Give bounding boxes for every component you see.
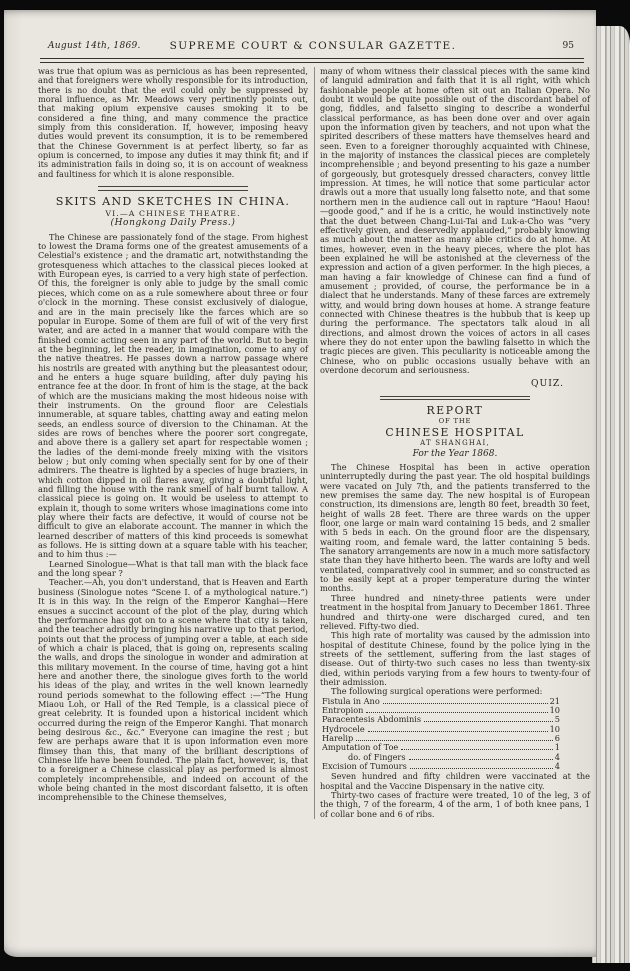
operation-name: Entropion	[321, 704, 364, 715]
page-header	[44, 40, 582, 55]
operation-name: do. of Fingers	[347, 751, 406, 762]
article-source: (Hongkong Daily Press.)	[110, 218, 236, 229]
right-column	[320, 67, 590, 819]
issue-date: August 14th, 1869.	[48, 41, 141, 51]
report-title: REPORT	[426, 404, 484, 418]
report-title-year: For the Year 1868.	[412, 448, 498, 459]
dot-leader	[401, 749, 553, 750]
newspaper-page	[4, 10, 596, 957]
masthead-title: SUPREME COURT & CONSULAR GAZETTE.	[169, 40, 457, 52]
operation-name: Harelip	[321, 732, 354, 743]
left-column	[38, 67, 308, 819]
operations-intro: The following surgical operations were performed:	[330, 686, 543, 697]
article-paragraph: The Chinese are passionately fond of the stage. From highest to lowest the Drama forms one of the greatest amusements of a Celestial's existence ; and the dramatic art, notwithstanding the grotesqueness which attaches to the classical pieces looked at with European eyes, is carried to a very high state of perfection. Of this, the foreigner is only able to judge by the small comic pieces, which come on as a rule somewhere about three or four o'clock in the morning. These consist exclusively of dialogue, and are in the main precisely like the farces which are so popular in Europe. Some of them are full of wit of the very first water, and are acted in a manner that would compare with the finished comic acting seen in any part of the world. But to begin at the beginning, let the reader, in imagination, come to any of the native theatres. He passes down a narrow passage where his nostrils are greated with anything but the pleasantest odour, and he enters a huge square building, after duly paying his entrance fee at the door. In front of him is the stage, at the back of which are the musicians making the most hideous noise with their instruments. On the ground floor are Celestials innumerable, at square tables, chatting away and eating melon seeds, an endless source of diversion to the Chinaman. At the sides are rows of benches where the poorer sort congregate, and above there is a gallery set apart for respectable women ; the ladies of the demi-monde freely mixing with the visitors below ; but only coming when specially sent for by one of their admirers. The theatre is lighted by a species of huge braziers, in which cotton dipped in oil flares away, giving a doubtful light, and filling the house with the rank smell of half burnt tallow. A classical piece is going on. It would be useless to attempt to explain it, though to some writers whose imaginations come into play where their facts are defective, it would of course not be difficult to give an elaborate account. The manner in which the learned describer of matters of this kind proceeds is somewhat as follows. He is sitting down at a square table with his teacher, and to him thus :—	[38, 231, 308, 560]
report-title-location: AT SHANGHAI,	[420, 438, 490, 447]
operation-count: 10	[549, 704, 560, 715]
operation-name: Hydrocele	[321, 723, 365, 734]
report-heading	[320, 406, 590, 459]
table-row	[322, 725, 560, 734]
opium-paragraph: was true that opium was as pernicious as has been represented, and that foreigners were wholly responsible for its introduction, there is no doubt that the evil could only be suppressed by moral influence, as Mr. Meadows very pertinently points out, that making opium expensive causes smoking it to be considered a fine thing, and many commence the practice simply from this consideration. If, however, imposing heavy duties would prevent its consumption, it is to be remembered that the Chinese Government is at perfect liberty, so far as opium is concerned, to impose any duties it may think fit; and if its administration fails in doing so, it is on account of weakness and faultiness for which it is alone responsible.	[38, 66, 308, 179]
book-page-edges	[592, 26, 630, 963]
section-divider	[380, 396, 530, 401]
article-signature: QUIZ.	[530, 378, 564, 390]
report-paragraph: The Chinese Hospital has been in active operation uninterruptedly during the past year. The old hospital buildings were vacated on July 7th, and the patients transferred to the new premises the same day. The new hospital is of European construction, its dimensions are, length 80 feet, breadth 30 feet, height of walls 28 feet. There are three wards on the upper floor, one large or main ward containing 15 beds, and 2 smaller with 5 beds in each. On the ground floor are the dispensary, waiting room, and female ward, the latter containing 5 beds. The sanatory arrangements are now in a much more satisfactory state than they have hitherto been. The wards are lofty and well ventilated, comparatively cool in summer, and so constructed as to be easily kept at a proper temperature during the winter months.	[319, 462, 590, 594]
operation-name: Excision of Tumours	[321, 761, 407, 771]
operation-count: 5	[554, 714, 560, 725]
report-paragraph: Three hundred and ninety-three patients were under treatment in the hospital from January to December 1861. Three hundred and thirty-one were discharged cured, and ten relieved. Fifty-two died.	[319, 592, 590, 631]
dot-leader	[368, 731, 548, 732]
article-title: SKITS AND SKETCHES IN CHINA.	[55, 194, 291, 208]
dialogue-paragraph: Learned Sinologue—What is that tall man with the black face and the long spear ?	[38, 558, 308, 579]
dot-leader	[410, 768, 553, 769]
operation-count: 1	[554, 742, 560, 753]
table-row	[322, 762, 560, 771]
dot-leader	[356, 740, 553, 741]
report-title-of-the: OF THE	[438, 417, 472, 426]
continuation-paragraph: many of whom witness their classical pieces with the same kind of languid admiration and faith that it is all right, with which fashionable people at home often sit out an Italian Opera. No doubt it would be quite possible out of the discordant babel of gong, fiddles, and falsetto singing to describe a wonderful classical performance, as has been done over and over again upon the information given by teachers, and not upon what the spirited describers of these matters have themselves heard and seen. Even to a foreigner thoroughly acquainted with Chinese, in the majority of instances the classical pieces are completely incomprehensible ; and beyond presenting to his gaze a number of gorgeously, but grotesquely dressed characters, convey little impression. At times, he will notice that some particular actor drawls out a more that usually long falsetto note, and that some northern men in the audience call out in rapture “Haou! Haou!—goode good,” and if he is a critic, he would instinctively note that the duet between Chang-Lui-Tai and Luk-a-Cho was “very effectively given, and deservedly applauded,” probably knowing as much about the matter as many able critics do at home. At times, however, even in the heavy pieces, where the plot has been explained he will be astonished at the cleverness of the expression and action of a given performer. In the high pieces, a man having a fair knowledge of Chinese can find a fund of amusement ; provided, of course, the performance be in a dialect that he understands. Many of these farces are extremely witty, and would bring down houses at home. A strange feature connected with Chinese theatres is the hubbub that is keep up during the performance. The spectators talk aloud in all directions, and almost drown the voices of actors in all cases where they do not enter upon the bawling falsetto in which the tragic pieces are given. This peculiarity is noticeable among the Chinese, who on public occasions usually behave with an overdone decorum and seriousness.	[319, 66, 590, 375]
report-paragraph: Thirty-two cases of fracture were treated, 10 of the leg, 3 of the thigh, 7 of the forearm, 4 of the arm, 1 of both knee pans, 1 of collar bone and 6 of ribs.	[319, 790, 590, 819]
dot-leader	[424, 721, 553, 722]
dot-leader	[366, 712, 547, 713]
dot-leader	[383, 703, 548, 704]
operation-count: 4	[554, 761, 560, 771]
report-paragraph: Seven hundred and fifty children were vaccinated at the hospital and the Vaccine Dispensary in the native city.	[319, 771, 590, 791]
operation-count: 10	[549, 723, 560, 734]
column-divider-rule	[314, 67, 315, 819]
report-paragraph: This high rate of mortality was caused by the admission into hospital of destitute Chinese, found by the police lying in the streets of the settlement, suffering from the last stages of disease. Out of thirty-two such cases no less than twenty-six died, within periods varying from a few hours to twenty-four of their admission.	[319, 630, 590, 687]
section-divider	[98, 186, 248, 191]
report-title-hospital: CHINESE HOSPITAL	[385, 425, 525, 439]
page-number: 95	[562, 41, 574, 51]
operation-name: Paracentesis Abdominis	[321, 714, 422, 725]
header-rule	[40, 58, 584, 63]
operation-name: Fistula in Ano	[321, 695, 380, 706]
operation-count: 6	[554, 732, 560, 743]
dot-leader	[409, 759, 553, 760]
surgical-operations-table	[322, 697, 560, 772]
article-subtitle: VI.—A CHINESE THEATRE.	[105, 209, 241, 219]
text-columns	[38, 67, 590, 819]
operation-count: 21	[549, 695, 560, 706]
operation-name: Amputation of Toe	[321, 742, 399, 753]
operation-count: 4	[554, 751, 560, 762]
article-paragraph: Teacher.—Ah, you don't understand, that is Heaven and Earth business (Sinologue notes “Scene I. of a mythological nature.”) It is in this way. In the reign of the Emperor Kanghai—Here ensues a succinct account of the plot of the play, during which the performance has got on to a scene where that city is taken, and the teacher adroitly bringing his narrative up to that period, points out that the process of jumping over a table, at each side of which a chair is placed, that is going on, represents scaling the walls, and drops the sinologue in wonder and admiration at this military movement. In the course of time, having got a hint here and another there, the sinologue gives forth to the world his ideas of the play, and writes in the well known learnedly round periods somewhat to the following effect :—“The Hung Miaou Loh, or Hall of the Red Temple, is a classical piece of great celebrity. It is founded upon a historical incident which occurred during the reign of the Emperor Kanghi. That monarch being desirous &c., &c.” Everyone can imagine the rest ; but few are perhaps aware that it is upon information even more flimsey than this, that many of the brilliant descriptions of Chinese life have been founded. The plain fact, however, is, that to a foreigner a Chinese classical play as performed is almost completely incomprehensible, and indeed on account of the whole being chanted in the most discordant falsetto, it is often incomprehensible to the Chinese themselves,	[38, 577, 308, 803]
